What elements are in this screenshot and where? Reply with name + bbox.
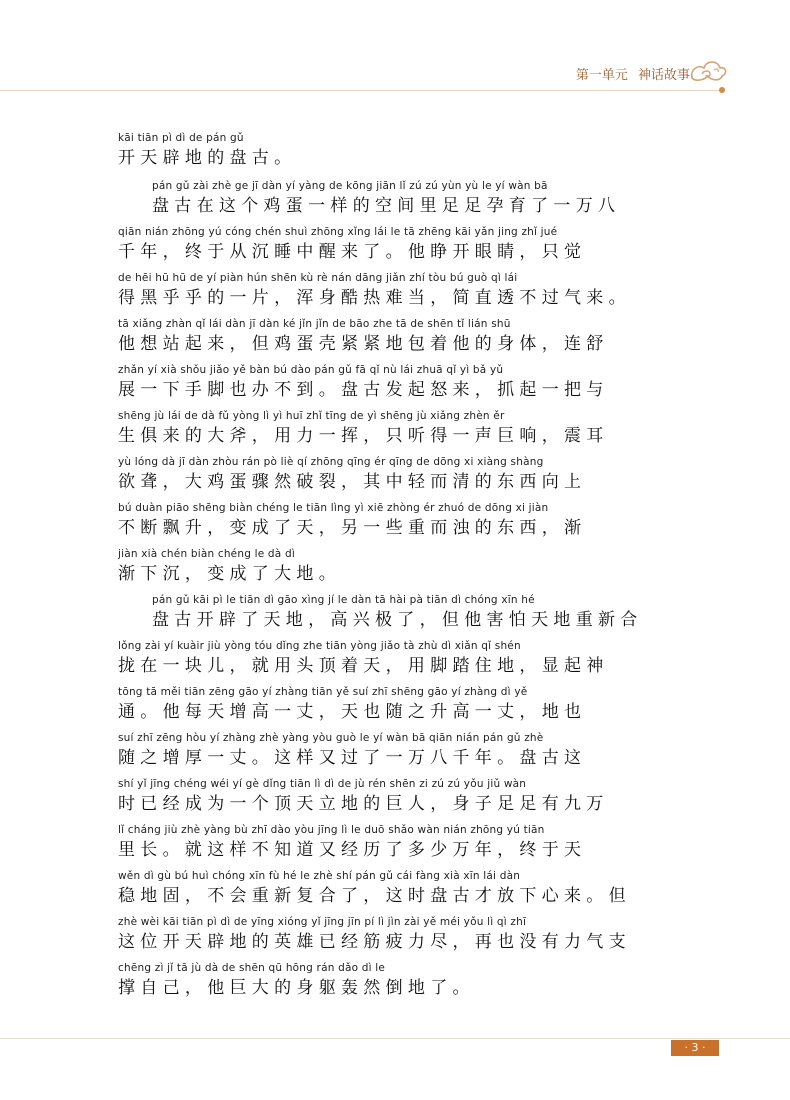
page-header	[0, 0, 790, 95]
chinese-line: 欲聋，大鸡蛋骤然破裂，其中轻而清的东西向上	[118, 472, 587, 492]
text-line	[118, 960, 674, 1000]
chinese-line: 撑自己，他巨大的身躯轰然倒地了。	[118, 978, 475, 998]
chinese-line: 通。他每天增高一丈，天也随之升高一丈，地也	[118, 702, 587, 722]
title-text: 开天辟地的盘古。	[118, 148, 297, 168]
text-line	[118, 684, 674, 724]
text-line	[118, 822, 674, 862]
pinyin-line: qiān nián zhōng yú cóng chén shuì zhōng xǐng lái le tā zhēng kāi yǎn jing zhǐ jué	[118, 226, 558, 238]
pinyin-line: shēng jù lái de dà fǔ yòng lì yì huī zhǐ tīng de yì shēng jù xiǎng zhèn ěr	[118, 410, 505, 422]
chinese-line: 稳地固，不会重新复合了，这时盘古才放下心来。但	[118, 886, 631, 906]
pinyin-line: wěn dì gù bú huì chóng xīn fù hé le zhè shí pán gǔ cái fàng xià xīn lái dàn	[118, 870, 521, 882]
text-lines	[118, 178, 674, 1000]
text-line	[118, 914, 674, 954]
chinese-line: 展一下手脚也办不到。盘古发起怒来，抓起一把与	[118, 380, 609, 400]
unit-label: 第一单元	[575, 68, 628, 83]
chinese-line: 不断飘升，变成了天，另一些重而浊的东西，渐	[118, 518, 587, 538]
chinese-line: 盘古在这个鸡蛋一样的空间里足足孕育了一万八	[152, 196, 621, 216]
chinese-line: 渐下沉，变成了大地。	[118, 564, 341, 584]
pinyin-line: pán gǔ kāi pì le tiān dì gāo xìng jí le dàn tā hài pà tiān dì chóng xīn hé	[152, 594, 535, 606]
header-divider	[0, 90, 720, 91]
topic-label: 神话故事	[637, 68, 690, 83]
chinese-line: 盘古开辟了天地，高兴极了，但他害怕天地重新合	[152, 610, 643, 630]
pinyin-line: lǐ cháng jiù zhè yàng bù zhī dào yòu jīng lì le duō shǎo wàn nián zhōng yú tiān	[118, 824, 545, 836]
text-line	[118, 730, 674, 770]
pinyin-line: de hēi hū hū de yí piàn hún shēn kù rè nán dāng jiǎn zhí tòu bú guò qì lái	[118, 272, 518, 284]
pinyin-line: bú duàn piāo shēng biàn chéng le tiān lìng yì xiē zhòng ér zhuó de dōng xi jiàn	[118, 502, 549, 514]
chinese-line: 时已经成为一个顶天立地的巨人，身子足足有九万	[118, 794, 609, 814]
pinyin-line: lǒng zài yí kuàir jiù yòng tóu dǐng zhe tiān yòng jiǎo tà zhù dì xiǎn qǐ shén	[118, 640, 521, 652]
pinyin-line: tōng tā měi tiān zēng gāo yí zhàng tiān yě suí zhī shēng gāo yí zhàng dì yě	[118, 686, 528, 698]
chinese-line: 随之增厚一丈。这样又过了一万八千年。盘古这	[118, 748, 587, 768]
text-line	[118, 638, 674, 678]
pinyin-line: chēng zì jǐ tā jù dà de shēn qū hōng rán dǎo dì le	[118, 962, 386, 974]
text-line	[118, 500, 674, 540]
pinyin-line: tā xiǎng zhàn qǐ lái dàn jī dàn ké jǐn jǐn de bāo zhe tā de shēn tǐ lián shū	[118, 318, 511, 330]
pinyin-line: zhǎn yí xià shǒu jiǎo yě bàn bú dào pán gǔ fā qǐ nù lái zhuā qǐ yì bǎ yǔ	[118, 364, 504, 376]
cloud-ornament-icon	[688, 56, 728, 86]
pinyin-line: zhè wèi kāi tiān pì dì de yīng xióng yǐ jīng jīn pí lì jìn zài yě méi yǒu lì qì zhī	[118, 916, 527, 928]
chinese-line: 他想站起来，但鸡蛋壳紧紧地包着他的身体，连舒	[118, 334, 609, 354]
chinese-line: 这位开天辟地的英雄已经筋疲力尽，再也没有力气支	[118, 932, 631, 952]
header-label	[570, 64, 690, 83]
text-line	[118, 408, 674, 448]
text-line	[118, 362, 674, 402]
footer-divider	[0, 1038, 790, 1039]
chinese-line: 里长。就这样不知道又经历了多少万年，终于天	[118, 840, 587, 860]
pinyin-line: shí yǐ jīng chéng wéi yí gè dǐng tiān lì dì de jù rén shēn zi zú zú yǒu jiǔ wàn	[118, 778, 527, 790]
text-line	[118, 546, 674, 586]
chinese-line: 千年，终于从沉睡中醒来了。他睁开眼睛，只觉	[118, 242, 587, 262]
text-line	[118, 224, 674, 264]
story-body	[118, 130, 674, 1006]
text-line	[118, 454, 674, 494]
text-line	[118, 178, 674, 218]
text-line	[118, 776, 674, 816]
pinyin-line: pán gǔ zài zhè ge jī dàn yí yàng de kōng jiān lǐ zú zú yùn yù le yí wàn bā	[152, 180, 548, 192]
text-line	[118, 868, 674, 908]
text-line	[118, 592, 674, 632]
story-title	[118, 130, 674, 170]
title-pinyin: kāi tiān pì dì de pán gǔ	[118, 132, 244, 144]
pinyin-line: suí zhī zēng hòu yí zhàng zhè yàng yòu guò le yí wàn bā qiān nián pán gǔ zhè	[118, 732, 544, 744]
chinese-line: 得黑乎乎的一片，浑身酷热难当，简直透不过气来。	[118, 288, 631, 308]
text-line	[118, 270, 674, 310]
header-dot	[719, 87, 725, 93]
page-number: · 3 ·	[671, 1040, 719, 1056]
chinese-line: 生俱来的大斧，用力一挥，只听得一声巨响，震耳	[118, 426, 609, 446]
pinyin-line: yù lóng dà jī dàn zhòu rán pò liè qí zhōng qīng ér qīng de dōng xi xiàng shàng	[118, 456, 544, 468]
text-line	[118, 316, 674, 356]
pinyin-line: jiàn xià chén biàn chéng le dà dì	[118, 548, 295, 560]
chinese-line: 拢在一块儿，就用头顶着天，用脚踏住地，显起神	[118, 656, 609, 676]
